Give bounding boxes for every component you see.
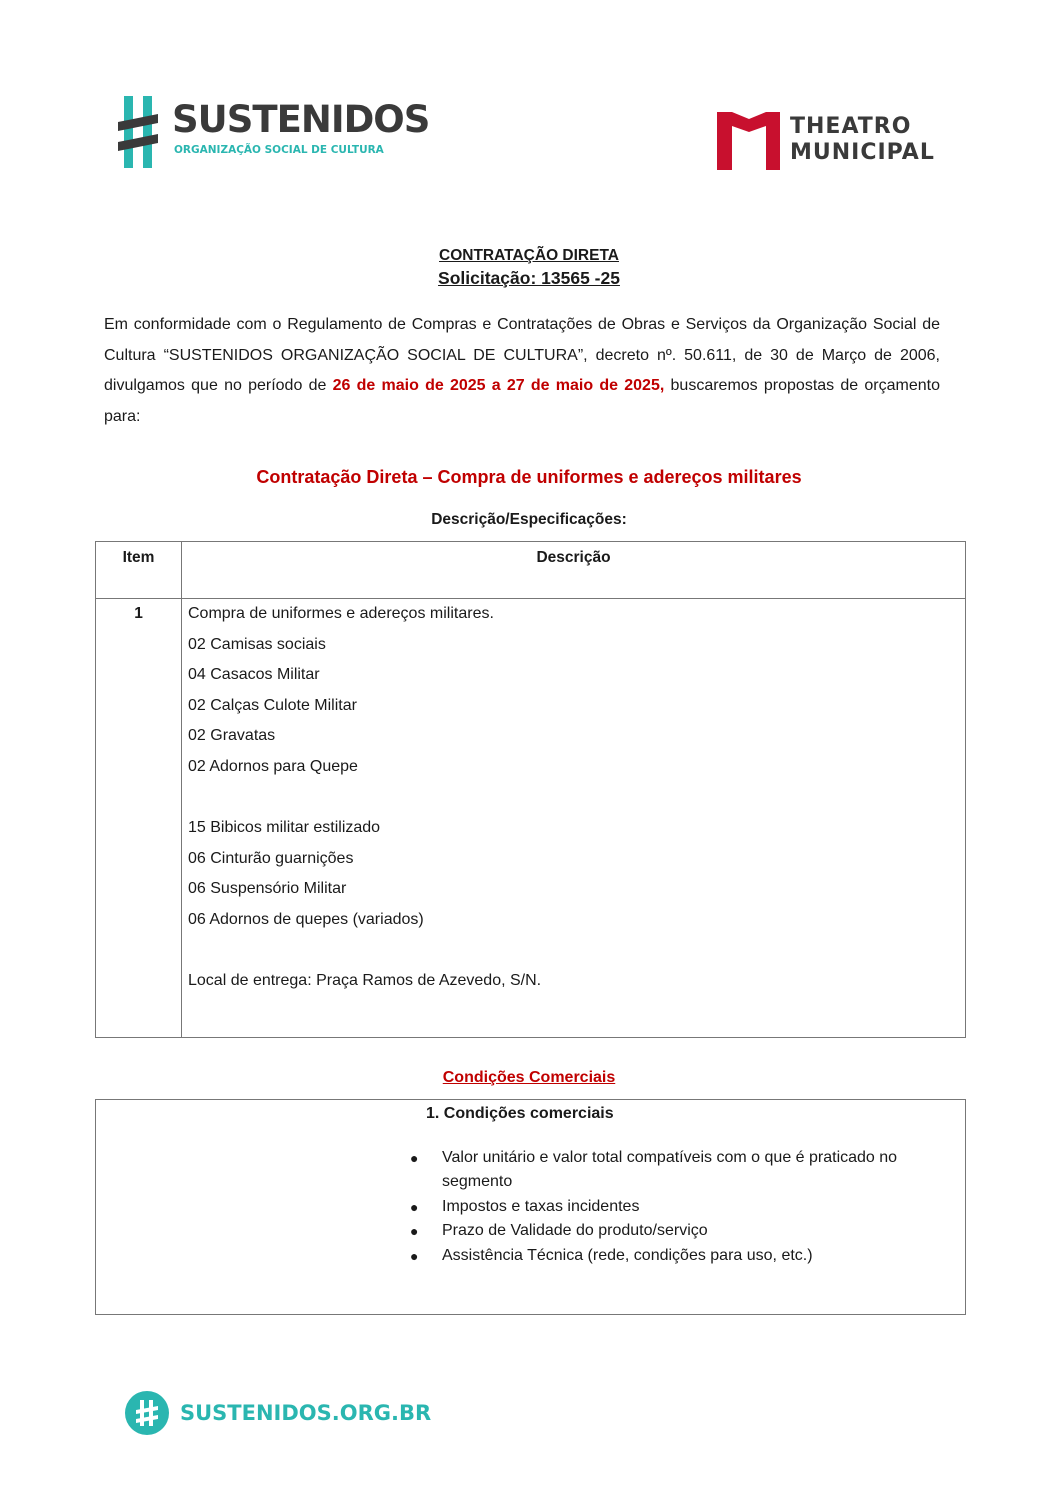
section-subtitle: Contratação Direta – Compra de uniformes e adereços militares — [256, 467, 802, 487]
table-header-item: Item — [122, 549, 155, 566]
logo-tagline: ORGANIZAÇÃO SOCIAL DE CULTURA — [174, 144, 384, 156]
intro-text-after: buscaremos propostas de orçamento para: — [104, 377, 941, 425]
list-item: 06 Cinturão guarnições — [188, 849, 354, 867]
conditions-box — [95, 1099, 966, 1315]
conditions-heading: 1. Condições comerciais — [426, 1105, 614, 1122]
list-item — [410, 1244, 952, 1268]
spec-heading: Descrição/Especificações: — [431, 511, 627, 528]
bullet-icon: ● — [410, 1150, 419, 1166]
list-item: 02 Camisas sociais — [188, 635, 326, 653]
table-header-description: Descrição — [536, 549, 611, 566]
list-item: 02 Gravatas — [188, 727, 276, 745]
list-item — [188, 939, 948, 970]
list-item — [410, 1195, 952, 1219]
bullet-icon: ● — [410, 1223, 419, 1239]
table-row-description — [188, 602, 948, 1000]
conditions-list — [410, 1146, 952, 1268]
table-column-divider — [181, 542, 182, 1037]
list-item: 02 Adornos para Quepe — [188, 757, 358, 775]
intro-period-highlight: 26 de maio de 2025 a 27 de maio de 2025, — [332, 377, 665, 394]
list-item — [188, 786, 948, 817]
list-item-text: Prazo de Validade do produto/serviço — [442, 1222, 708, 1239]
logo-name: SUSTENIDOS — [172, 98, 430, 141]
footer-hash-logo-icon — [124, 1390, 170, 1436]
footer-website-link[interactable]: SUSTENIDOS.ORG.BR — [180, 1401, 432, 1425]
theatro-municipal-logo — [714, 106, 964, 176]
list-item: 02 Calças Culote Militar — [188, 696, 357, 714]
document-title: CONTRATAÇÃO DIRETA — [439, 247, 619, 264]
sustenidos-logo — [118, 92, 430, 172]
request-number: Solicitação: 13565 -25 — [438, 268, 620, 288]
list-item — [410, 1219, 952, 1243]
bullet-icon: ● — [410, 1198, 419, 1215]
table-row-item-number: 1 — [134, 605, 143, 622]
list-item: 04 Casacos Militar — [188, 666, 320, 684]
list-item-text: Valor unitário e valor total compatíveis com o que é praticado no segmento — [442, 1149, 898, 1190]
list-item: 15 Bibicos militar estilizado — [188, 819, 381, 837]
list-item-text: Assistência Técnica (rede, condições para uso, etc.) — [442, 1246, 813, 1264]
theatro-line1: THEATRO — [790, 114, 912, 139]
conditions-title: Condições Comerciais — [442, 1069, 616, 1086]
intro-paragraph — [104, 310, 940, 432]
list-item-text: Impostos e taxas incidentes — [442, 1197, 640, 1215]
list-item: Local de entrega: Praça Ramos de Azevedo, S/N. — [188, 972, 542, 990]
list-item: Compra de uniformes e adereços militares. — [188, 605, 494, 622]
theatro-line2: MUNICIPAL — [790, 140, 935, 165]
list-item: 06 Suspensório Militar — [188, 880, 347, 898]
theatro-arch-icon — [714, 106, 784, 172]
bullet-icon: ● — [410, 1247, 419, 1264]
list-item — [410, 1146, 952, 1194]
items-table — [95, 541, 966, 1038]
table-header-divider — [96, 598, 965, 599]
list-item: 06 Adornos de quepes (variados) — [188, 910, 424, 928]
intro-text-before: Em conformidade com o Regulamento de Compras e Contratações de Obras e Serviços da Organização Social de Cultura “SUSTENIDOS ORGANIZAÇÃO SOCIAL DE CULTURA”, decreto nº. 50.611, de 30 de Março de 2006, divulgamos que no período de — [104, 316, 940, 394]
